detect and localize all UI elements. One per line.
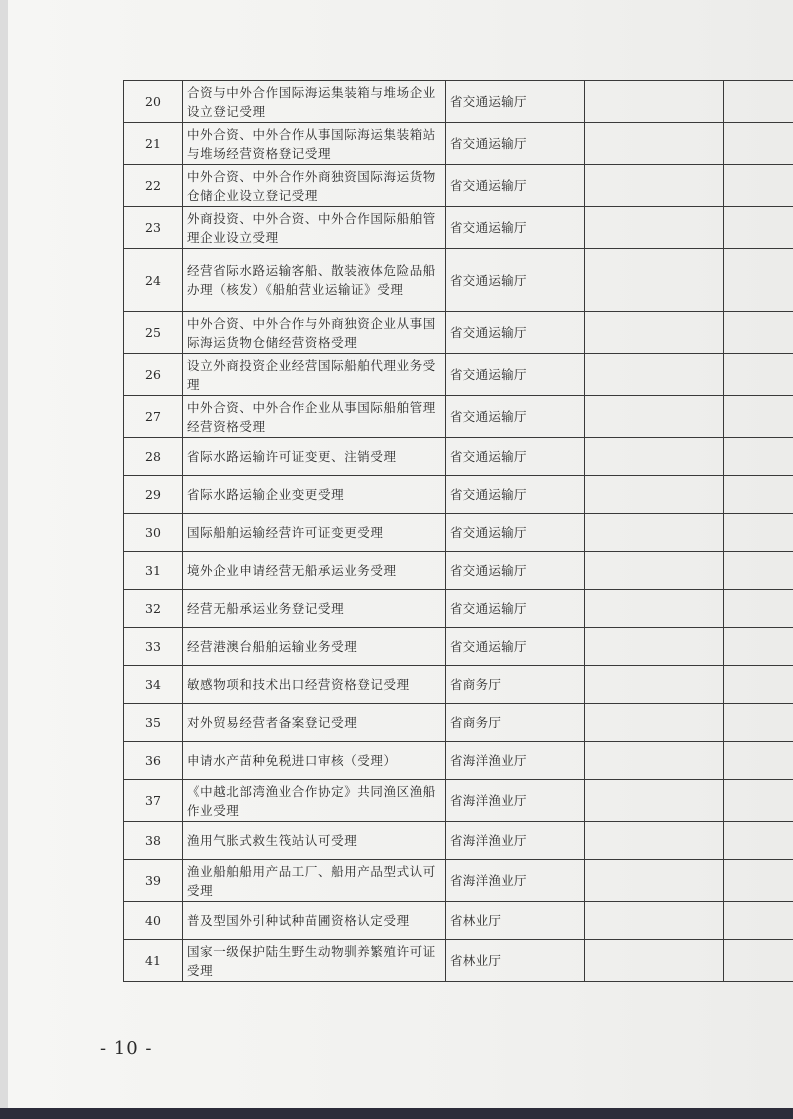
blank-cell	[585, 165, 724, 207]
item-name: 渔用气胀式救生筏站认可受理	[183, 822, 446, 860]
blank-cell	[724, 249, 793, 312]
blank-cell	[585, 704, 724, 742]
department: 省海洋渔业厅	[446, 860, 585, 902]
blank-cell	[724, 207, 793, 249]
blank-cell	[585, 940, 724, 982]
department: 省交通运输厅	[446, 249, 585, 312]
blank-cell	[724, 860, 793, 902]
blank-cell	[724, 123, 793, 165]
item-name: 经营无船承运业务登记受理	[183, 590, 446, 628]
row-number: 29	[124, 476, 183, 514]
department: 省交通运输厅	[446, 396, 585, 438]
department: 省交通运输厅	[446, 590, 585, 628]
row-number: 28	[124, 438, 183, 476]
table-row	[124, 822, 793, 860]
item-name: 设立外商投资企业经营国际船舶代理业务受理	[183, 354, 446, 396]
item-name: 中外合资、中外合作从事国际海运集装箱站与堆场经营资格登记受理	[183, 123, 446, 165]
approval-items-table	[123, 80, 793, 982]
department: 省交通运输厅	[446, 438, 585, 476]
row-number: 23	[124, 207, 183, 249]
item-name: 对外贸易经营者备案登记受理	[183, 704, 446, 742]
row-number: 26	[124, 354, 183, 396]
row-number: 25	[124, 312, 183, 354]
item-name: 国际船舶运输经营许可证变更受理	[183, 514, 446, 552]
department: 省林业厅	[446, 902, 585, 940]
table-row	[124, 902, 793, 940]
table-row	[124, 590, 793, 628]
table-body	[124, 81, 793, 982]
table-row	[124, 666, 793, 704]
item-name: 境外企业申请经营无船承运业务受理	[183, 552, 446, 590]
row-number: 20	[124, 81, 183, 123]
row-number: 31	[124, 552, 183, 590]
blank-cell	[585, 396, 724, 438]
row-number: 38	[124, 822, 183, 860]
row-number: 24	[124, 249, 183, 312]
row-number: 37	[124, 780, 183, 822]
item-name: 中外合资、中外合作企业从事国际船舶管理经营资格受理	[183, 396, 446, 438]
blank-cell	[724, 780, 793, 822]
row-number: 34	[124, 666, 183, 704]
item-name: 中外合资、中外合作外商独资国际海运货物仓储企业设立登记受理	[183, 165, 446, 207]
blank-cell	[724, 165, 793, 207]
table-row	[124, 860, 793, 902]
blank-cell	[724, 822, 793, 860]
item-name: 普及型国外引种试种苗圃资格认定受理	[183, 902, 446, 940]
item-name: 省际水路运输许可证变更、注销受理	[183, 438, 446, 476]
blank-cell	[585, 860, 724, 902]
blank-cell	[724, 396, 793, 438]
blank-cell	[724, 476, 793, 514]
blank-cell	[724, 514, 793, 552]
blank-cell	[724, 902, 793, 940]
table-row	[124, 742, 793, 780]
table-row	[124, 780, 793, 822]
blank-cell	[585, 780, 724, 822]
department: 省海洋渔业厅	[446, 780, 585, 822]
blank-cell	[724, 312, 793, 354]
item-name: 合资与中外合作国际海运集装箱与堆场企业设立登记受理	[183, 81, 446, 123]
blank-cell	[724, 590, 793, 628]
blank-cell	[585, 249, 724, 312]
blank-cell	[585, 742, 724, 780]
table-row	[124, 940, 793, 982]
blank-cell	[724, 552, 793, 590]
table-row	[124, 514, 793, 552]
row-number: 22	[124, 165, 183, 207]
row-number: 33	[124, 628, 183, 666]
department: 省交通运输厅	[446, 207, 585, 249]
department: 省交通运输厅	[446, 514, 585, 552]
table-row	[124, 207, 793, 249]
department: 省林业厅	[446, 940, 585, 982]
department: 省交通运输厅	[446, 165, 585, 207]
blank-cell	[724, 742, 793, 780]
department: 省海洋渔业厅	[446, 742, 585, 780]
item-name: 申请水产苗种免税进口审核（受理）	[183, 742, 446, 780]
department: 省交通运输厅	[446, 628, 585, 666]
table-row	[124, 354, 793, 396]
department: 省交通运输厅	[446, 123, 585, 165]
item-name: 经营港澳台船舶运输业务受理	[183, 628, 446, 666]
table-row	[124, 81, 793, 123]
department: 省交通运输厅	[446, 81, 585, 123]
blank-cell	[585, 628, 724, 666]
item-name: 国家一级保护陆生野生动物驯养繁殖许可证受理	[183, 940, 446, 982]
blank-cell	[585, 822, 724, 860]
item-name: 经营省际水路运输客船、散装液体危险品船办理（核发）《船舶营业运输证》受理	[183, 249, 446, 312]
row-number: 36	[124, 742, 183, 780]
scan-left-edge	[0, 0, 8, 1119]
scan-bottom-edge	[0, 1108, 793, 1119]
table-row	[124, 396, 793, 438]
row-number: 35	[124, 704, 183, 742]
item-name: 《中越北部湾渔业合作协定》共同渔区渔船作业受理	[183, 780, 446, 822]
blank-cell	[724, 354, 793, 396]
table-row	[124, 476, 793, 514]
department: 省交通运输厅	[446, 354, 585, 396]
blank-cell	[585, 552, 724, 590]
blank-cell	[724, 81, 793, 123]
department: 省交通运输厅	[446, 312, 585, 354]
row-number: 21	[124, 123, 183, 165]
department: 省商务厅	[446, 666, 585, 704]
blank-cell	[724, 628, 793, 666]
blank-cell	[585, 476, 724, 514]
blank-cell	[585, 123, 724, 165]
table-row	[124, 123, 793, 165]
department: 省交通运输厅	[446, 476, 585, 514]
row-number: 32	[124, 590, 183, 628]
row-number: 30	[124, 514, 183, 552]
item-name: 外商投资、中外合资、中外合作国际船舶管理企业设立受理	[183, 207, 446, 249]
blank-cell	[724, 666, 793, 704]
table-row	[124, 165, 793, 207]
blank-cell	[585, 312, 724, 354]
table-row	[124, 704, 793, 742]
item-name: 省际水路运输企业变更受理	[183, 476, 446, 514]
table-row	[124, 249, 793, 312]
blank-cell	[585, 902, 724, 940]
table-row	[124, 438, 793, 476]
blank-cell	[585, 438, 724, 476]
department: 省商务厅	[446, 704, 585, 742]
blank-cell	[585, 590, 724, 628]
row-number: 39	[124, 860, 183, 902]
blank-cell	[585, 354, 724, 396]
table-row	[124, 628, 793, 666]
blank-cell	[585, 514, 724, 552]
item-name: 中外合资、中外合作与外商独资企业从事国际海运货物仓储经营资格受理	[183, 312, 446, 354]
blank-cell	[585, 666, 724, 704]
row-number: 41	[124, 940, 183, 982]
blank-cell	[585, 207, 724, 249]
department: 省交通运输厅	[446, 552, 585, 590]
blank-cell	[585, 81, 724, 123]
row-number: 27	[124, 396, 183, 438]
table-row	[124, 552, 793, 590]
page-number: - 10 -	[100, 1038, 153, 1059]
item-name: 敏感物项和技术出口经营资格登记受理	[183, 666, 446, 704]
row-number: 40	[124, 902, 183, 940]
department: 省海洋渔业厅	[446, 822, 585, 860]
table-row	[124, 312, 793, 354]
item-name: 渔业船舶船用产品工厂、船用产品型式认可受理	[183, 860, 446, 902]
blank-cell	[724, 704, 793, 742]
blank-cell	[724, 438, 793, 476]
blank-cell	[724, 940, 793, 982]
